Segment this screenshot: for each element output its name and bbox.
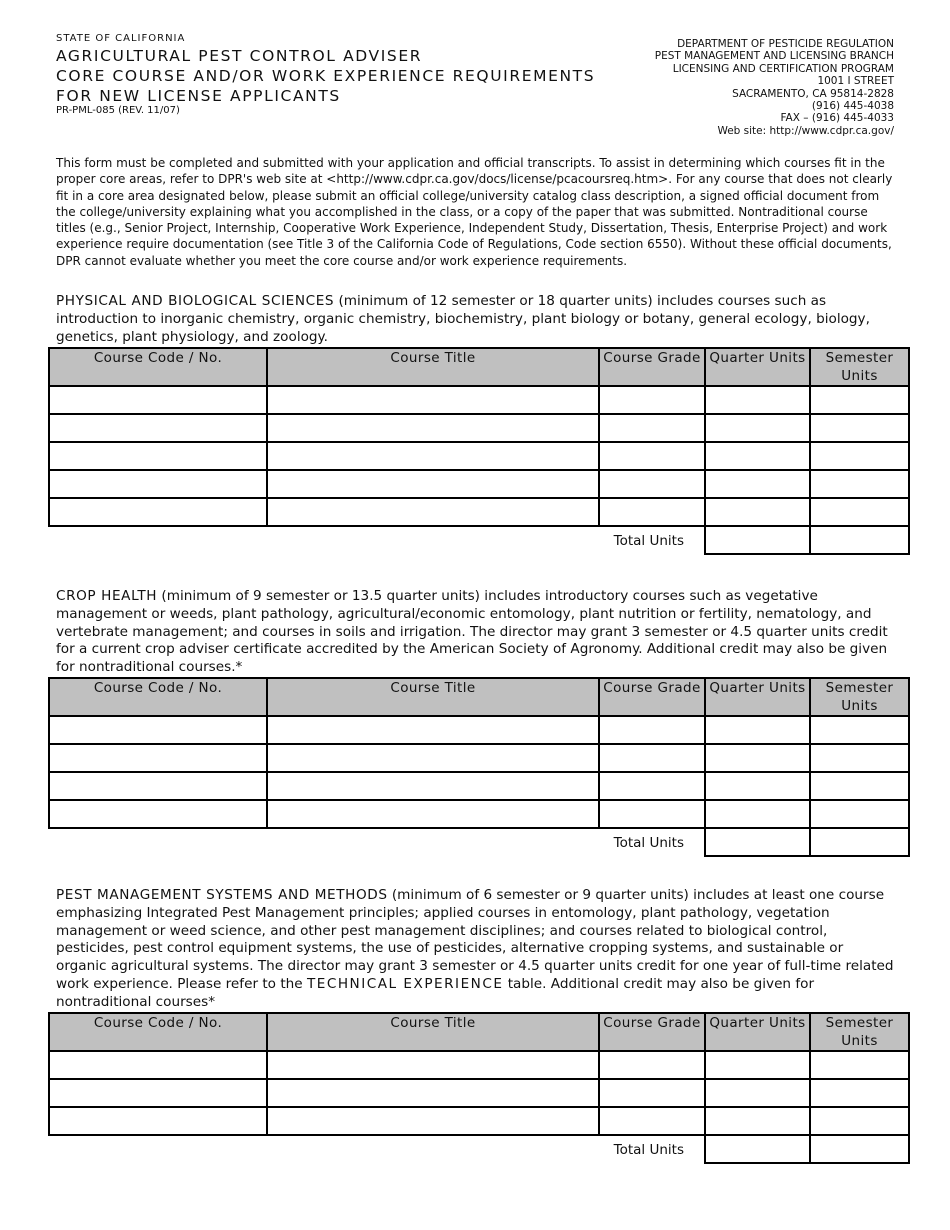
total-semester-units[interactable] [810,526,909,554]
table-row [49,1107,909,1135]
dept-line: 1001 I STREET [817,75,894,88]
course-grade-cell[interactable] [599,716,705,744]
table-row [49,442,909,470]
col-quarter-units: Quarter Units [705,678,810,716]
course-code-cell[interactable] [49,1051,267,1079]
section-text: (minimum of 12 semester or 18 quarter units) includes courses such as introduction to inorganic chemistry, organic chemistry, biochemistry, plant biology or botany, general ecology, biology, genetics, plant physiology, and zoology. [56,293,870,345]
table-row [49,716,909,744]
course-code-cell[interactable] [49,744,267,772]
form-number: PR-PML-085 (REV. 11/07) [56,105,180,116]
table-row [49,1051,909,1079]
dept-line: SACRAMENTO, CA 95814-2828 [732,87,894,100]
semester-units-cell[interactable] [810,800,909,828]
quarter-units-cell[interactable] [705,1107,810,1135]
col-course-title: Course Title [267,678,599,716]
quarter-units-cell[interactable] [705,498,810,526]
col-semester-units: Semester Units [810,678,909,716]
title-line-3: FOR NEW LICENSE APPLICANTS [56,87,341,105]
dept-line: (916) 445-4038 [811,100,894,113]
total-units-label: Total Units [613,834,684,851]
total-quarter-units[interactable] [705,828,810,856]
course-grade-cell[interactable] [599,442,705,470]
course-table-physical-bio [48,347,910,555]
course-grade-cell[interactable] [599,386,705,414]
technical-experience-ref: TECHNICAL EXPERIENCE [306,975,504,992]
total-row [49,526,909,554]
total-units-label: Total Units [613,532,684,549]
course-grade-cell[interactable] [599,1107,705,1135]
course-title-cell[interactable] [267,442,599,470]
section-text: table. Additional credit may also be given for nontraditional courses* [56,975,815,1010]
quarter-units-cell[interactable] [705,744,810,772]
course-code-cell[interactable] [49,470,267,498]
table-row [49,498,909,526]
course-code-cell[interactable] [49,716,267,744]
semester-units-cell[interactable] [810,716,909,744]
table-row [49,386,909,414]
table-row [49,470,909,498]
course-title-cell[interactable] [267,1079,599,1107]
course-grade-cell[interactable] [599,414,705,442]
course-title-cell[interactable] [267,1107,599,1135]
state-label: STATE OF CALIFORNIA [56,33,186,44]
course-code-cell[interactable] [49,386,267,414]
intro-paragraph: This form must be completed and submitted with your application and official transcripts. To assist in determining which courses fit in the proper core areas, refer to DPR's web site at <http://www.cdpr.ca.gov/docs/license/pcacoursreq.htm>. For any course that does not clearly fit in a core area designated below, please submit an official college/university catalog class description, a signed official document from the college/university explaining what you accomplished in the class, or a copy of the paper that was submitted. Nontraditional course titles (e.g., Senior Project, Internship, Cooperative Work Experience, Independent Study, Dissertation, Thesis, Enterprise Project) and work experience require documentation (see Title 3 of the California Code of Regulations, Code section 6550). Without these official documents, DPR cannot evaluate whether you meet the core course and/or work experience requirements. [56,156,893,268]
course-title-cell[interactable] [267,744,599,772]
course-title-cell[interactable] [267,1051,599,1079]
table-row [49,414,909,442]
course-code-cell[interactable] [49,1107,267,1135]
col-quarter-units: Quarter Units [705,1013,810,1051]
total-row [49,1135,909,1163]
semester-units-cell[interactable] [810,386,909,414]
semester-units-cell[interactable] [810,772,909,800]
section-crop-health [56,588,896,677]
total-units-label: Total Units [613,1141,684,1158]
col-quarter-units: Quarter Units [705,348,810,386]
dept-line: PEST MANAGEMENT AND LICENSING BRANCH [654,50,894,63]
quarter-units-cell[interactable] [705,1051,810,1079]
course-title-cell[interactable] [267,772,599,800]
quarter-units-cell[interactable] [705,386,810,414]
course-code-cell[interactable] [49,1079,267,1107]
dept-line: Web site: http://www.cdpr.ca.gov/ [717,124,894,137]
course-grade-cell[interactable] [599,1051,705,1079]
quarter-units-cell[interactable] [705,442,810,470]
col-course-grade: Course Grade [599,678,705,716]
col-course-code: Course Code / No. [49,678,267,716]
col-course-grade: Course Grade [599,1013,705,1051]
quarter-units-cell[interactable] [705,1079,810,1107]
course-grade-cell[interactable] [599,772,705,800]
col-course-code: Course Code / No. [49,1013,267,1051]
semester-units-cell[interactable] [810,744,909,772]
course-table-pest-management [48,1012,910,1164]
course-title-cell[interactable] [267,498,599,526]
course-grade-cell[interactable] [599,744,705,772]
col-semester-units: Semester Units [810,1013,909,1051]
course-code-cell[interactable] [49,414,267,442]
col-course-title: Course Title [267,1013,599,1051]
course-code-cell[interactable] [49,800,267,828]
quarter-units-cell[interactable] [705,772,810,800]
quarter-units-cell[interactable] [705,414,810,442]
form-title [56,46,595,106]
course-title-cell[interactable] [267,414,599,442]
col-semester-units: Semester Units [810,348,909,386]
total-quarter-units[interactable] [705,526,810,554]
total-row [49,828,909,856]
col-course-code: Course Code / No. [49,348,267,386]
course-code-cell[interactable] [49,442,267,470]
course-grade-cell[interactable] [599,498,705,526]
section-heading: PHYSICAL AND BIOLOGICAL SCIENCES [56,293,335,309]
semester-units-cell[interactable] [810,1107,909,1135]
title-line-1: AGRICULTURAL PEST CONTROL ADVISER [56,47,423,65]
table-row [49,1079,909,1107]
course-code-cell[interactable] [49,772,267,800]
semester-units-cell[interactable] [810,414,909,442]
semester-units-cell[interactable] [810,470,909,498]
table-row [49,772,909,800]
quarter-units-cell[interactable] [705,800,810,828]
course-title-cell[interactable] [267,716,599,744]
dept-line: FAX – (916) 445-4033 [780,112,894,125]
course-grade-cell[interactable] [599,800,705,828]
course-grade-cell[interactable] [599,1079,705,1107]
section-heading: PEST MANAGEMENT SYSTEMS AND METHODS [56,887,388,903]
col-course-title: Course Title [267,348,599,386]
section-physical-bio [56,293,896,346]
section-pest-management [56,887,896,1012]
dept-line: LICENSING AND CERTIFICATION PROGRAM [672,62,894,75]
title-line-2: CORE COURSE AND/OR WORK EXPERIENCE REQUIREMENTS [56,67,596,85]
col-course-grade: Course Grade [599,348,705,386]
section-text: (minimum of 9 semester or 13.5 quarter units) includes introductory courses such as vegetative management or weeds, plant pathology, agricultural/economic entomology, plant nutrition or fertility, nematology, and vertebrate management; and courses in soils and irrigation. The director may grant 3 semester or 4.5 quarter units credit for a current crop adviser certificate accredited by the American Society of Agronomy. Additional credit may also be given for nontraditional courses.* [56,588,888,676]
total-quarter-units[interactable] [705,1135,810,1163]
course-grade-cell[interactable] [599,470,705,498]
section-heading: CROP HEALTH [56,588,158,604]
course-title-cell[interactable] [267,470,599,498]
dept-line: DEPARTMENT OF PESTICIDE REGULATION [677,38,894,50]
table-row [49,800,909,828]
quarter-units-cell[interactable] [705,470,810,498]
table-row [49,744,909,772]
total-semester-units[interactable] [810,828,909,856]
semester-units-cell[interactable] [810,498,909,526]
department-address [655,38,894,137]
course-code-cell[interactable] [49,498,267,526]
semester-units-cell[interactable] [810,442,909,470]
semester-units-cell[interactable] [810,1051,909,1079]
course-title-cell[interactable] [267,386,599,414]
course-table-crop-health [48,677,910,857]
course-title-cell[interactable] [267,800,599,828]
section-text: (minimum of 6 semester or 9 quarter units) includes at least one course emphasizing Integrated Pest Management principles; applied courses in entomology, plant pathology, vegetation management or weed science, and other pest management disciplines; and courses related to biological control, pesticides, pest control equipment systems, the use of pesticides, alternative cropping systems, and sustainable or organic agricultural systems. The director may grant 3 semester or 4.5 quarter units credit for one year of full-time related work experience. Please refer to the [56,887,894,992]
quarter-units-cell[interactable] [705,716,810,744]
total-semester-units[interactable] [810,1135,909,1163]
semester-units-cell[interactable] [810,1079,909,1107]
